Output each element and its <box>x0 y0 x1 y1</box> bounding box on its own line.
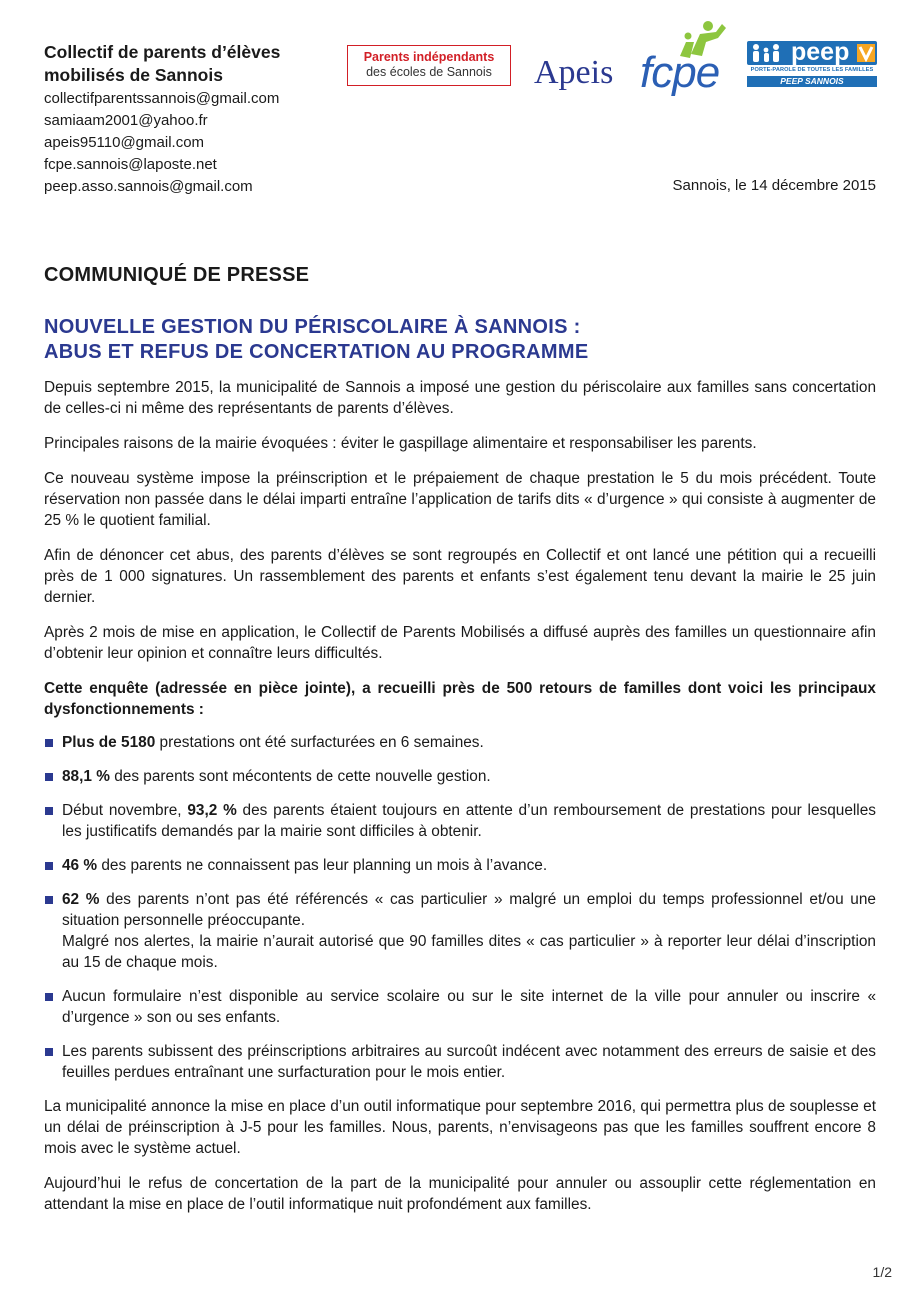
paragraph: Depuis septembre 2015, la municipalité de Sannois a imposé une gestion du périscolaire aux familles sans concertation de celles-ci ni même des représentants de parents d’élèves. <box>44 379 876 417</box>
bullet-text: Aucun formulaire n’est disponible au service scolaire ou sur le site internet de la ville pour annuler ou inscrire « d’urgence » son ou ses enfants. <box>62 988 876 1026</box>
bullet-stat: 88,1 % <box>62 768 110 785</box>
bullet-text: des parents n’ont pas été référencés « cas particulier » malgré un emploi du temps professionnel et/ou une situation personnelle préoccupante. <box>62 891 876 929</box>
peep-wordmark: peep <box>791 38 850 66</box>
peep-tagline: PORTE-PAROLE DE TOUTES LES FAMILLES <box>750 67 874 73</box>
org-name-line1: Collectif de parents d’élèves <box>44 42 281 62</box>
paragraph: La municipalité annonce la mise en place d’un outil informatique pour septembre 2016, qui permettra plus de souplesse et un délai de préinscription à J-5 pour les familles. Nous, parents, n’envisageons pas que les familles souffrent encore 8 mois avec le système actuel. <box>44 1098 876 1157</box>
bullet-square-icon <box>45 807 53 815</box>
bullet-item <box>44 986 876 1028</box>
bullet-square-icon <box>45 993 53 1001</box>
bullet-square-icon <box>45 773 53 781</box>
bullet-square-icon <box>45 862 53 870</box>
email-link[interactable]: collectifparentssannois@gmail.com <box>44 90 280 107</box>
email-link[interactable]: fcpe.sannois@laposte.net <box>44 156 217 173</box>
bullet-stat: Plus de 5180 <box>62 734 156 751</box>
peep-banner <box>747 38 877 66</box>
pi-logo-line2: des écoles de Sannois <box>366 65 492 79</box>
bullet-item <box>44 1041 876 1083</box>
pi-logo-line1: Parents indépendants <box>363 50 495 64</box>
paragraph: Principales raisons de la mairie évoquées : éviter le gaspillage alimentaire et responsabiliser les parents. <box>44 435 757 452</box>
paragraph: Ce nouveau système impose la préinscription et le prépaiement de chaque prestation le 5 du mois précédent. Toute réservation non passée dans le délai imparti entraîne l’application de tarifs dits « d’urgence » qui consiste à augmenter de 25 % le quotient familial. <box>44 470 876 529</box>
survey-intro: Cette enquête (adressée en pièce jointe), a recueilli près de 500 retours de familles dont voici les principaux dysfonctionnements : <box>44 680 876 718</box>
paragraph: Afin de dénoncer cet abus, des parents d’élèves se sont regroupés en Collectif et ont lancé une pétition qui a recueilli près de 1 000 signatures. Un rassemblement des parents et enfants s’est également tenu devant la mairie le 25 juin dernier. <box>44 547 876 606</box>
apeis-logo: Apeis <box>534 54 614 91</box>
email-link[interactable]: peep.asso.sannois@gmail.com <box>44 178 253 195</box>
paragraph: Aujourd’hui le refus de concertation de la part de la municipalité pour annuler ou assouplir cette réglementation en attendant la mise en place de l’outil informatique nuit profondément aux familles. <box>44 1175 876 1213</box>
bullet-stat: 46 % <box>62 857 98 874</box>
document-date: Sannois, le 14 décembre 2015 <box>672 177 876 194</box>
press-release-heading: COMMUNIQUÉ DE PRESSE <box>44 264 310 286</box>
bullet-text: des parents ne connaissent pas leur planning un mois à l’avance. <box>97 857 548 874</box>
bullet-text: Les parents subissent des préinscriptions arbitraires au surcoût indécent avec notamment des erreurs de saisie et des feuilles perdues entraînant une surfacturation pour le mois entier. <box>62 1043 876 1081</box>
parents-independants-logo <box>347 45 511 86</box>
bullet-item <box>44 732 876 753</box>
fcpe-logo <box>636 20 736 102</box>
bullet-item <box>44 766 876 787</box>
peep-sannois-bar: PEEP SANNOIS <box>747 76 877 87</box>
bullet-item <box>44 800 876 842</box>
bullet-stat: 62 % <box>62 891 100 908</box>
bullet-subtext: Malgré nos alertes, la mairie n’aurait autorisé que 90 familles dites « cas particulier » à reporter leur délai d’inscription au 15 de chaque mois. <box>62 933 876 971</box>
bullet-prefix: Début novembre, <box>62 802 188 819</box>
page-number: 1/2 <box>872 1264 892 1280</box>
bullet-square-icon <box>45 896 53 904</box>
bullet-item <box>44 855 876 876</box>
peep-family-icon <box>749 41 789 65</box>
bullet-text: prestations ont été surfacturées en 6 semaines. <box>155 734 484 751</box>
main-title <box>44 315 588 365</box>
paragraph: Après 2 mois de mise en application, le Collectif de Parents Mobilisés a diffusé auprès des familles un questionnaire afin d’obtenir leur opinion et connaître leurs difficultés. <box>44 624 876 662</box>
bullet-square-icon <box>45 739 53 747</box>
main-title-line2: ABUS ET REFUS DE CONCERTATION AU PROGRAMME <box>44 341 589 363</box>
contact-emails <box>44 88 279 198</box>
org-name-line2: mobilisés de Sannois <box>44 65 223 85</box>
bullet-text: des parents étaient toujours en attente d’un remboursement de prestations pour lesquelles les justificatifs demandés par la mairie sont difficiles à obtenir. <box>62 802 876 840</box>
main-title-line1: NOUVELLE GESTION DU PÉRISCOLAIRE À SANNOIS : <box>44 316 581 338</box>
peep-emblem-icon <box>857 44 875 62</box>
bullet-square-icon <box>45 1048 53 1056</box>
bullet-text: des parents sont mécontents de cette nouvelle gestion. <box>109 768 491 785</box>
peep-logo <box>747 38 877 89</box>
email-link[interactable]: samiaam2001@yahoo.fr <box>44 112 208 129</box>
email-link[interactable]: apeis95110@gmail.com <box>44 134 205 151</box>
bullet-item <box>44 889 876 973</box>
fcpe-wordmark: fcpe <box>640 48 720 97</box>
org-name <box>44 41 280 87</box>
bullet-stat: 93,2 % <box>187 802 237 819</box>
body-text <box>44 377 876 1229</box>
